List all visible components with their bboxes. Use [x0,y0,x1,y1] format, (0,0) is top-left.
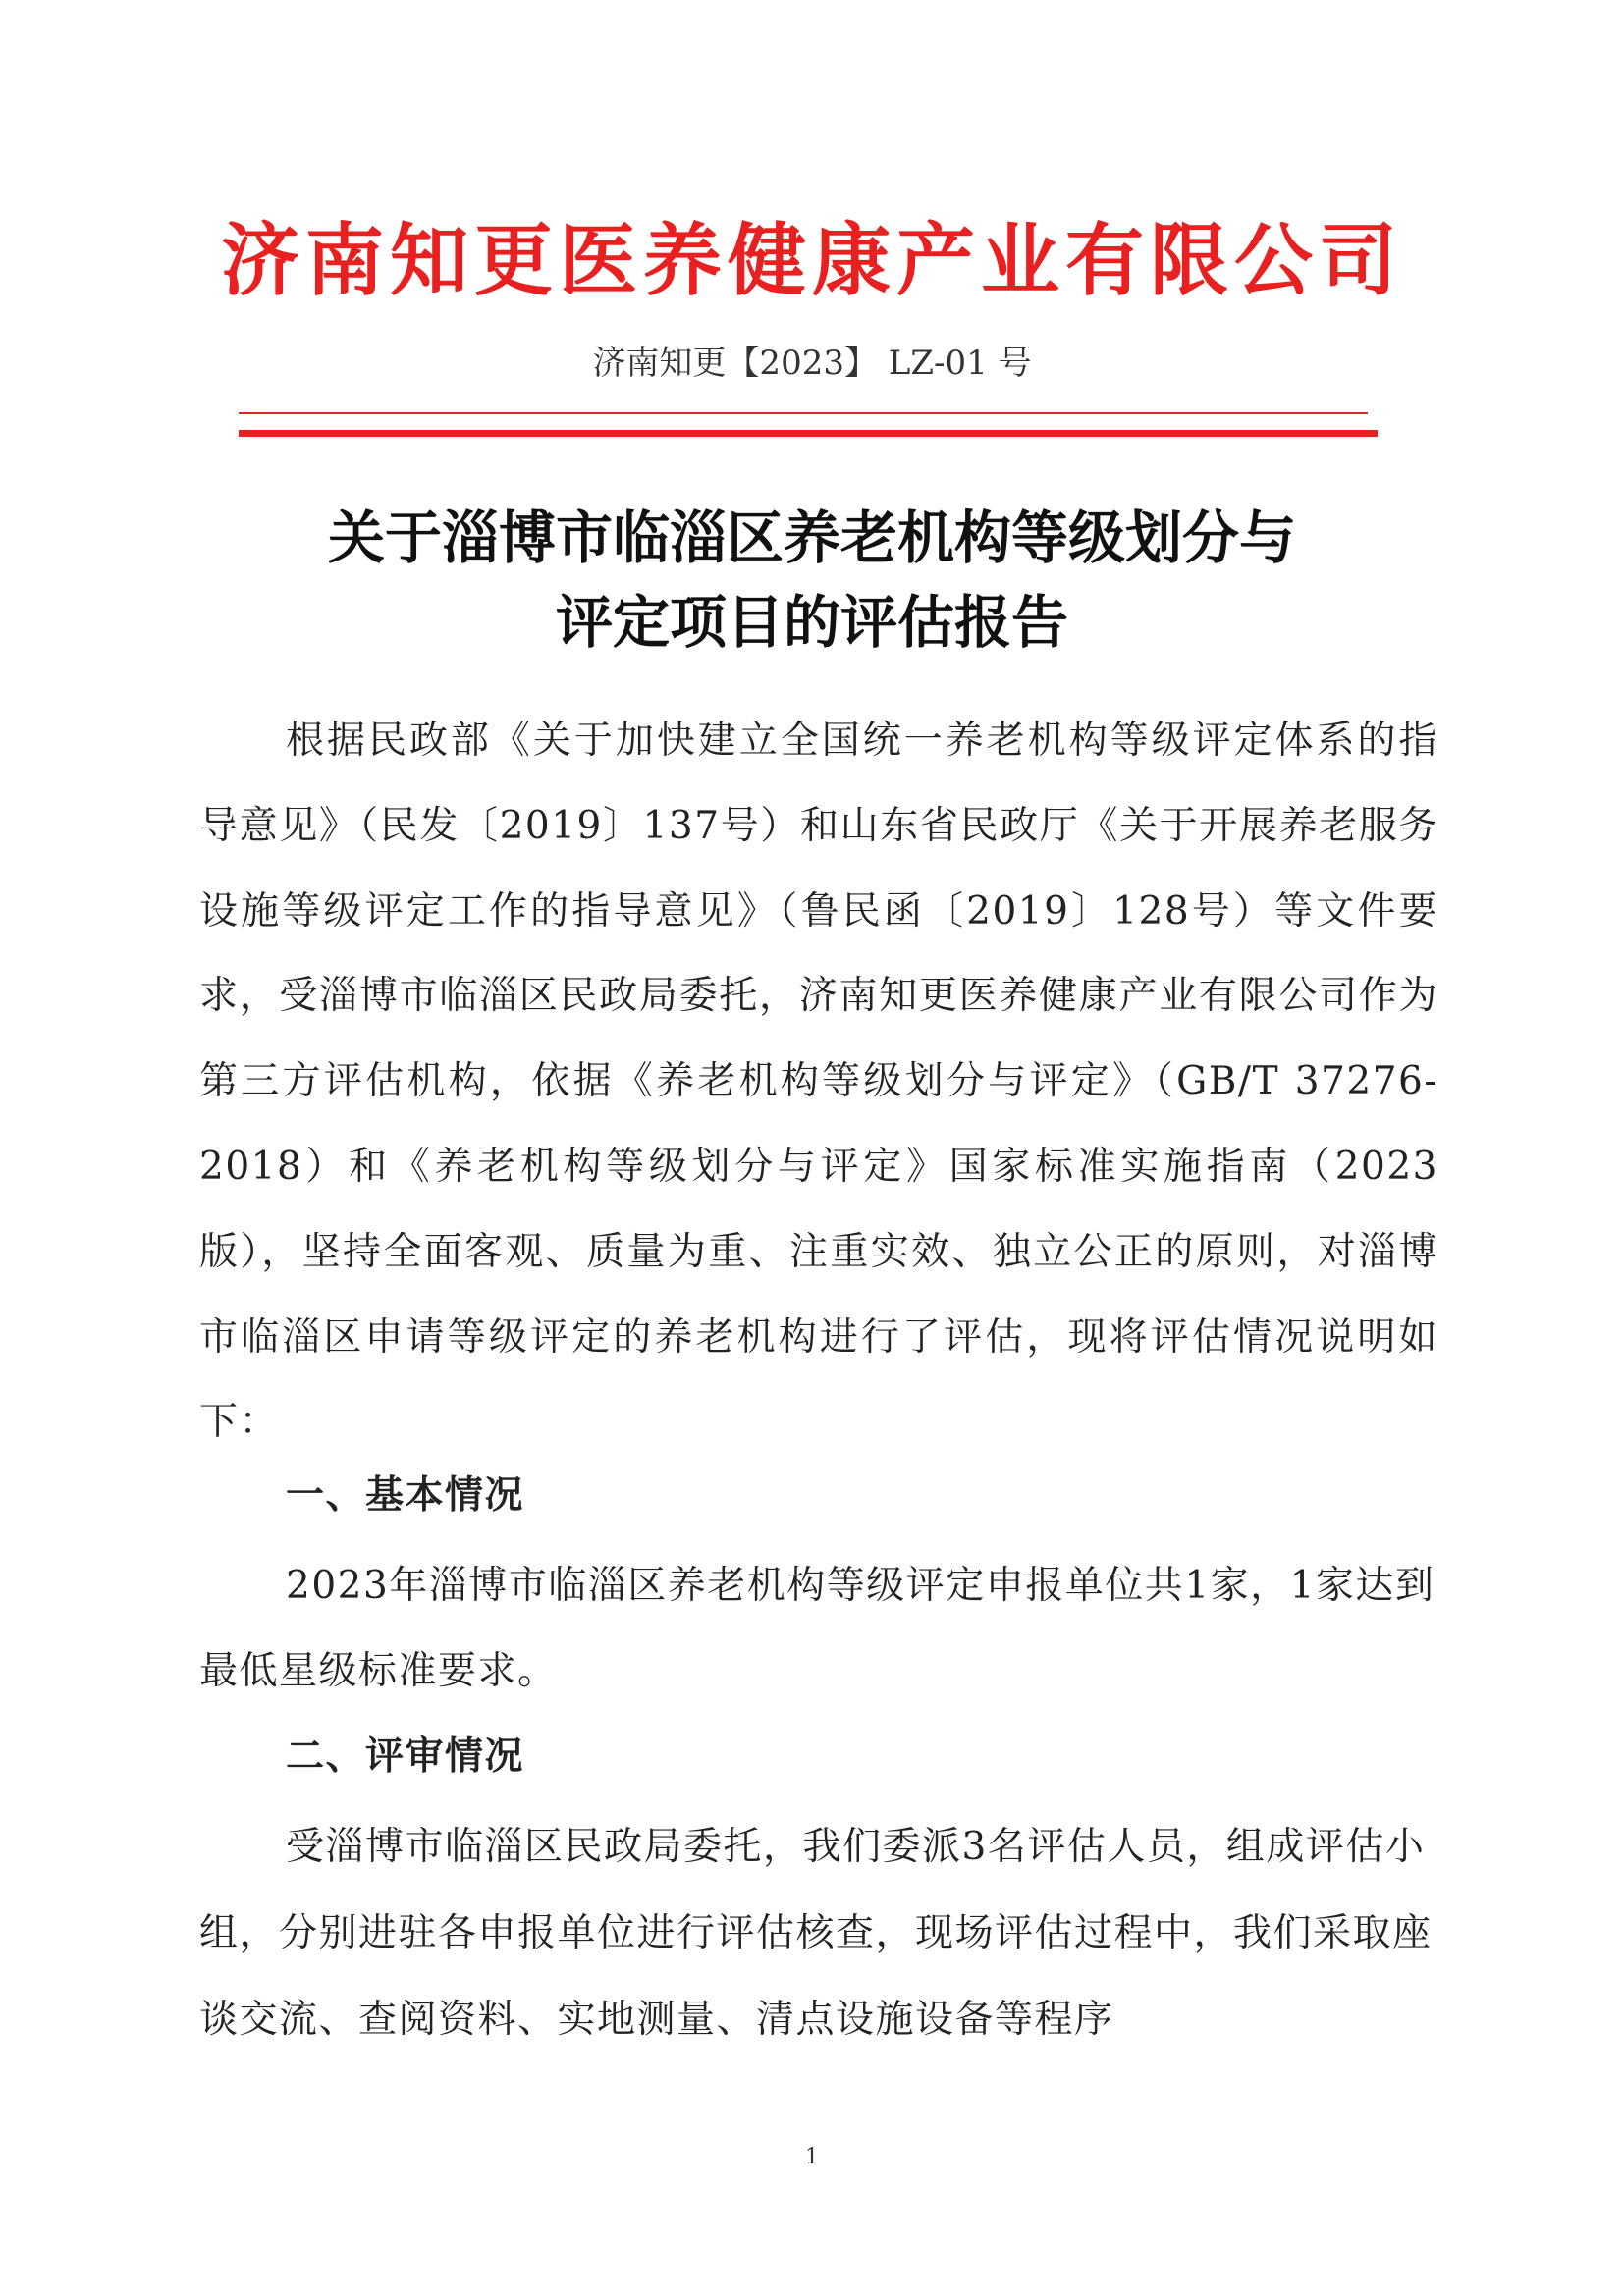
document-title-line1: 关于淄博市临淄区养老机构等级划分与 [327,505,1296,571]
section-basic-paragraph: 2023年淄博市临淄区养老机构等级评定申报单位共1家，1家达到最低星级标准要求。 [199,1564,1435,1693]
section-heading-review: 二、评审情况 [286,1735,525,1779]
document-title [157,496,1467,665]
intro-paragraph: 根据民政部《关于加快建立全国统一养老机构等级评定体系的指导意见》（民发〔2019〕137号）和山东省民政厅《关于开展养老服务设施等级评定工作的指导意见》（鲁民函〔2019〕128号）等文件要求，受淄博市临淄区民政局委托，济南知更医养健康产业有限公司作为第三方评估机构，依据《养老机构等级划分与评定》（GB/T 37276-2018）和《养老机构等级划分与评定》国家标准实施指南（2023版），坚持全面客观、质量为重、注重实效、独立公正的原则，对淄博市临淄区申请等级评定的养老机构进行了评估，现将评估情况说明如下： [199,719,1438,1445]
header-rule-thick [239,430,1378,437]
document-number: 济南知更【2023】 LZ-01 号 [592,344,1032,383]
section-heading-basic: 一、基本情况 [286,1473,525,1518]
section-review-paragraph: 受淄博市临淄区民政局委托，我们委派3名评估人员，组成评估小组，分别进驻各申报单位进行评估核查，现场评估过程中，我们采取座谈交流、查阅资料、实地测量、清点设施设备等程序 [199,1825,1433,2042]
organization-name: 济南知更医养健康产业有限公司 [221,214,1403,306]
document-title-line2: 评定项目的评估报告 [555,589,1068,656]
page-number: 1 [805,2145,819,2169]
header-rule-thin [239,412,1368,414]
